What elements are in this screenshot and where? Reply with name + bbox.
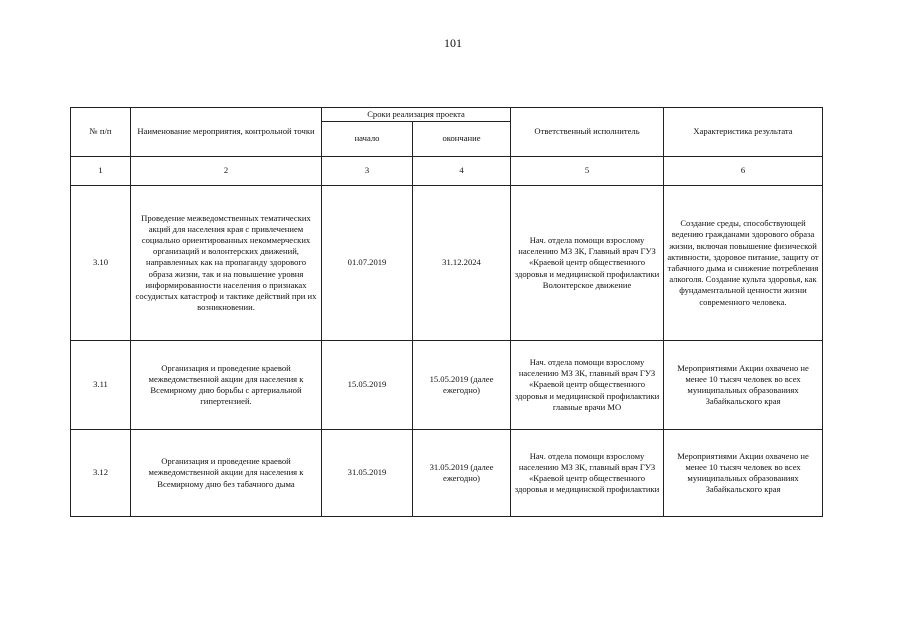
row-start: 31.05.2019 [322, 430, 413, 517]
column-number: 6 [664, 157, 823, 186]
row-num: 3.10 [71, 186, 131, 341]
header-end: окончание [413, 122, 511, 157]
row-num: 3.12 [71, 430, 131, 517]
header-row [71, 108, 823, 122]
row-result: Мероприятиями Акции охвачено не менее 10 тысяч человек во всех муниципальных образованиях Забайкальского края [664, 341, 823, 430]
row-start: 15.05.2019 [322, 341, 413, 430]
column-number: 1 [71, 157, 131, 186]
column-number: 2 [131, 157, 322, 186]
table-row [71, 341, 823, 430]
row-result: Создание среды, способствующей ведению гражданами здорового образа жизни, включая повышение физической активности, здоровое питание, защиту от табачного дыма и снижение потребления алкоголя. Создание культа здоровья, как фундаментальной ценности жизни современного человека. [664, 186, 823, 341]
row-result: Мероприятиями Акции охвачено не менее 10 тысяч человек во всех муниципальных образованиях Забайкальского края [664, 430, 823, 517]
row-responsible: Нач. отдела помощи взрослому населению МЗ ЗК, главный врач ГУЗ «Краевой центр общественного здоровья и медицинской профилактики главные врачи МО [511, 341, 664, 430]
row-end: 31.05.2019 (далее ежегодно) [413, 430, 511, 517]
row-num: 3.11 [71, 341, 131, 430]
column-number: 5 [511, 157, 664, 186]
header-terms-group: Сроки реализация проекта [322, 108, 511, 122]
row-start: 01.07.2019 [322, 186, 413, 341]
row-end: 31.12.2024 [413, 186, 511, 341]
header-name: Наименование мероприятия, контрольной точки [131, 108, 322, 157]
column-number-row [71, 157, 823, 186]
table-row [71, 430, 823, 517]
header-result: Характеристика результата [664, 108, 823, 157]
row-name: Организация и проведение краевой межведомственной акции для населения к Всемирному дню без табачного дыма [131, 430, 322, 517]
header-num: № п/п [71, 108, 131, 157]
row-responsible: Нач. отдела помощи взрослому населению МЗ ЗК, главный врач ГУЗ «Краевой центр общественного здоровья и медицинской профилактики [511, 430, 664, 517]
header-start: начало [322, 122, 413, 157]
activities-table [70, 107, 823, 517]
column-number: 4 [413, 157, 511, 186]
column-number: 3 [322, 157, 413, 186]
row-end: 15.05.2019 (далее ежегодно) [413, 341, 511, 430]
row-responsible: Нач. отдела помощи взрослому населению МЗ ЗК, Главный врач ГУЗ «Краевой центр общественного здоровья и медицинской профилактики Волонтерское движение [511, 186, 664, 341]
header-responsible: Ответственный исполнитель [511, 108, 664, 157]
row-name: Проведение межведомственных тематических акций для населения края с привлечением социально ориентированных некоммерческих организаций и волонтерских движений, направленных как на пропаганду здорового образа жизни, так и на повышение уровня информированности населения о признаках сосудистых катастроф и тактике действий при их возникновении. [131, 186, 322, 341]
row-name: Организация и проведение краевой межведомственной акции для населения к Всемирному дню борьбы с артериальной гипертензией. [131, 341, 322, 430]
page-number: 101 [444, 36, 462, 50]
table-row [71, 186, 823, 341]
